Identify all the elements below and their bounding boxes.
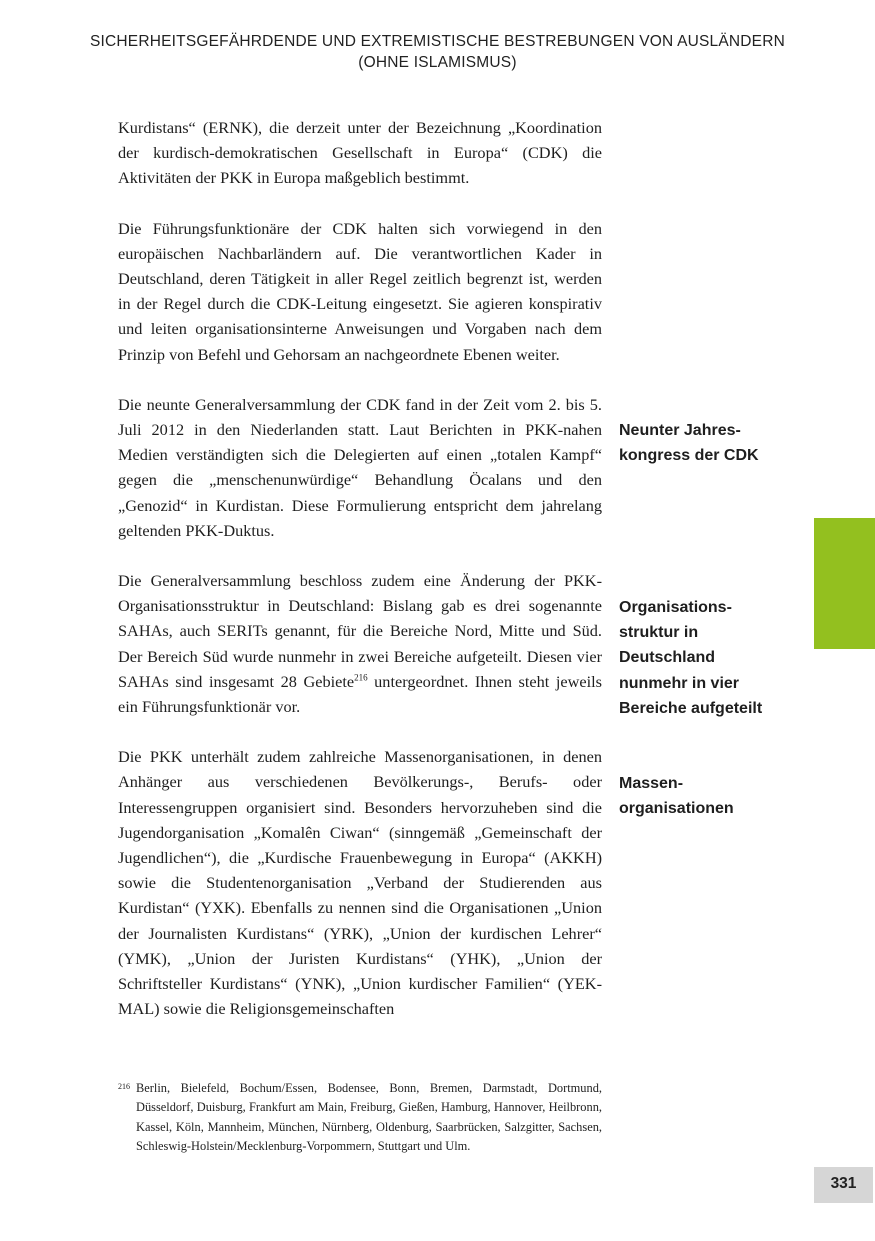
margin-note-organisation-structure — [619, 595, 809, 721]
footnote-text: Berlin, Bielefeld, Bochum/Essen, Bodensee, Bonn, Bremen, Darmstadt, Dortmund, Düsseldorf, Duisburg, Frankfurt am Main, Freiburg, Gießen, Hamburg, Hannover, Heilbronn, Kassel, Köln, Mannheim, München, Nürnberg, Oldenburg, Saarbrücken, Salzgitter, Sachsen, Schleswig-Holstein/Mecklenburg-Vorpommern, Stuttgart und Ulm. — [136, 1081, 602, 1153]
margin-note-line: Bereiche aufgeteilt — [619, 699, 763, 717]
margin-note-line: Organisations- — [619, 599, 732, 616]
main-text-column — [118, 115, 602, 1022]
page-number: 331 — [814, 1167, 873, 1203]
running-header-line-2: (OHNE ISLAMISMUS) — [358, 54, 517, 71]
section-tab — [814, 518, 875, 649]
paragraph-cdk-functionaries: Die Führungsfunktionäre der CDK halten sich vorwiegend in den europäischen Nachbarländern auf. Die verantwortlichen Kader in Deutschland, deren Tätigkeit in aller Regel zeitlich begrenzt ist, werden in der Regel durch die CDK-Leitung eingesetzt. Sie agieren konspirativ und leiten organisationsinterne Anweisungen und Vorgaben nach dem Prinzip von Befehl und Gehorsam an nachgeordnete Ebenen weiter. — [118, 218, 602, 364]
margin-note-line: organisationen — [619, 800, 734, 818]
margin-note-line: Neunter Jahres- — [619, 422, 741, 439]
margin-note-line: Deutschland — [619, 649, 716, 667]
margin-note-mass-organisations — [619, 771, 809, 821]
footnote-number: 216 — [118, 1082, 130, 1091]
running-header — [0, 31, 875, 73]
margin-note-line: nunmehr in vier — [619, 674, 740, 692]
paragraph-organisation-structure — [118, 568, 602, 719]
paragraph-mass-organisations: Die PKK unterhält zudem zahlreiche Massenorganisationen, in denen Anhänger aus verschiedenen Bevölkerungs-, Berufs- oder Interessengruppen organisiert sind. Besonders hervorzuheben sind die Jugendorganisation „Komalên Ciwan“ (sinngemäß „Gemeinschaft der Jugendlichen“), die „Kurdische Frauenbewegung in Europa“ (AKKH) sowie die Studentenorganisation „Verband der Studierenden aus Kurdistan“ (YXK). Ebenfalls zu nennen sind die Organisationen „Union der Journalisten Kurdistans“ (YRK), „Union der kurdischen Lehrer“ (YMK), „Union der Juristen Kurdistans“ (YHK), „Union der Schriftsteller Kurdistans“ (YNK), „Union kurdischer Familien“ (YEK-MAL) sowie die Religionsgemeinschaften — [118, 747, 602, 1019]
paragraph-organisation-structure-text-end: untergeordnet. Ihnen steht jeweils ein Führungsfunktionär vor. — [118, 671, 602, 717]
footnote-reference[interactable]: 216 — [354, 672, 368, 683]
margin-note-line: kongress der CDK — [619, 447, 759, 465]
running-header-line-1: SICHERHEITSGEFÄHRDENDE UND EXTREMISTISCHE BESTREBUNGEN VON AUSLÄNDERN — [89, 33, 786, 50]
paragraph-organisation-structure-text: Die Generalversammlung beschloss zudem eine Änderung der PKK-Organisationsstruktur in Deutschland: Bislang gab es drei sogenannte SAHAs, auch SERITs genannt, für die Bereiche Nord, Mitte und Süd. Der Bereich Süd wurde nunmehr in zwei Bereiche aufgeteilt. Diesen vier SAHAs sind insgesamt 28 Gebiete — [118, 571, 602, 691]
paragraph-general-assembly: Die neunte Generalversammlung der CDK fand in der Zeit vom 2. bis 5. Juli 2012 in den Niederlanden statt. Laut Berichten in PKK-nahen Medien verständigten sich die Delegierten auf einen „totalen Kampf“ gegen die „menschenunwürdige“ Behandlung Öcalans und den „Genozid“ in Kurdistan. Diese Formulierung entspricht dem jahrelang geltenden PKK-Duktus. — [118, 394, 602, 540]
footnote — [118, 1079, 602, 1156]
margin-note-ninth-congress — [619, 418, 809, 468]
margin-note-line: Massen- — [619, 775, 684, 792]
paragraph-ernk-cdk: Kurdistans“ (ERNK), die derzeit unter der Bezeichnung „Koordination der kurdisch-demokratischen Gesellschaft in Europa“ (CDK) die Aktivitäten der PKK in Europa maßgeblich bestimmt. — [118, 118, 602, 188]
margin-note-line: struktur in — [619, 624, 699, 642]
